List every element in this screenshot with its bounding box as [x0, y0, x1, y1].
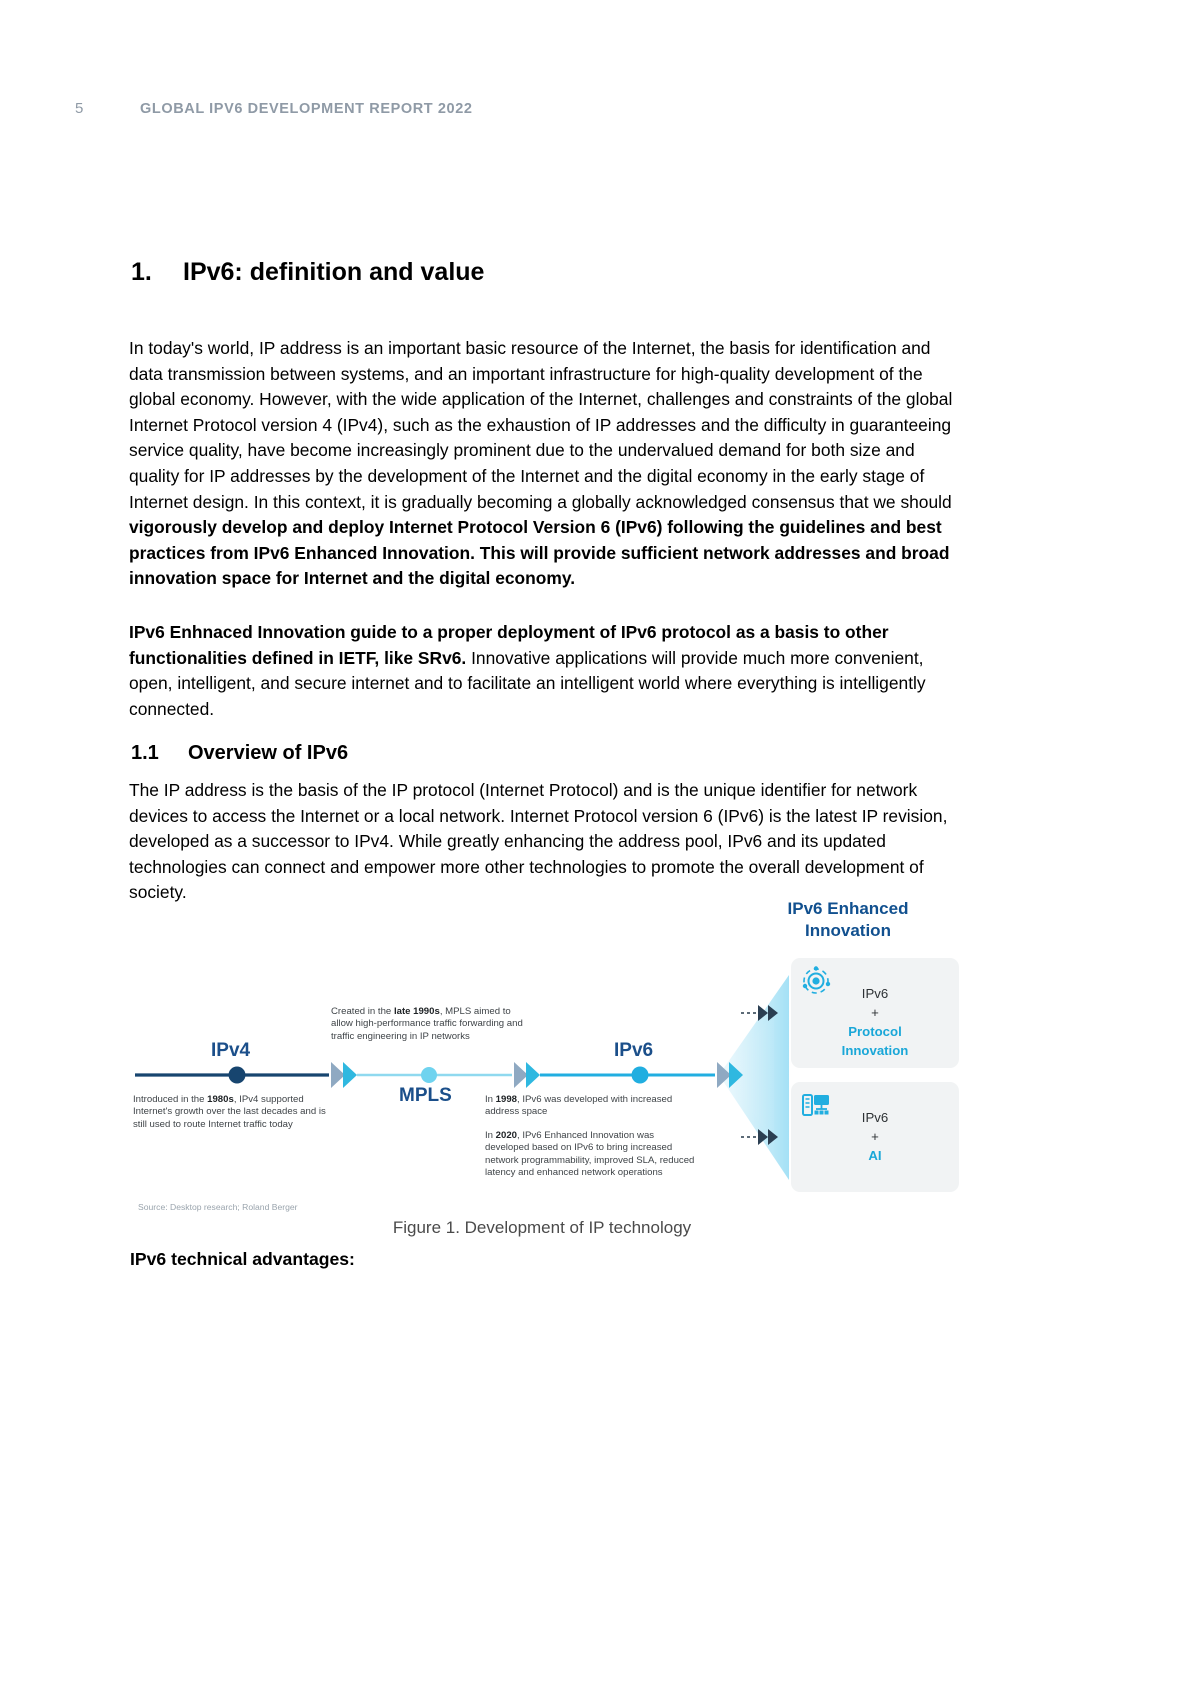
card-plus-sign: +	[871, 1005, 879, 1020]
note-bold: 1980s	[207, 1094, 234, 1105]
subsection-number: 1.1	[131, 742, 159, 764]
section-heading-1	[131, 258, 484, 287]
page-number: 5	[75, 100, 84, 117]
subsection-title: Overview of IPv6	[188, 742, 349, 764]
card-accent-line-2: Innovation	[841, 1043, 909, 1058]
note-post: , IPv4 supported Internet's growth over the last decades and is still used to route Internet traffic today	[133, 1094, 326, 1130]
paragraph-text	[129, 336, 955, 592]
para2-bold: IPv6 Enhnaced Innovation guide to a proper deployment of IPv6 protocol as a basis to other functionalities defined in IETF, like SRv6.	[129, 622, 889, 668]
timeline-node-ipv6	[632, 1067, 649, 1084]
figure-ip-technology-timeline	[129, 890, 969, 1220]
card-base-label: IPv6	[861, 986, 889, 1001]
paragraph-intro	[129, 336, 955, 592]
para1-normal: In today's world, IP address is an important basic resource of the Internet, the basis for identification and data transmission between systems, and an important infrastructure for high-quality development of the global economy. However, with the wide application of the Internet, challenges and constraints of the global Internet Protocol version 4 (IPv4), such as the exhaustion of IP addresses and the difficulty in guaranteeing service quality, have become increasingly prominent due to the undervalued demand for both size and quality for IP addresses by the development of the Internet and the digital economy in the early stage of Internet design. In this context, it is gradually becoming a globally acknowledged consensus that we should	[129, 338, 953, 512]
timeline-label-ipv4: IPv4	[211, 1040, 251, 1061]
section-title: IPv6: definition and value	[183, 258, 485, 286]
note-mpls	[331, 1006, 527, 1043]
note-ipv6	[485, 1094, 700, 1119]
paragraph-overview	[129, 778, 955, 906]
section-heading-1-1	[131, 742, 348, 765]
chevron-arrow-2	[514, 1062, 540, 1088]
para2-normal: Innovative applications will provide much more convenient, open, intelligent, and secure internet and to facilitate an intelligent world where everything is intelligently connected.	[129, 647, 926, 719]
running-header	[75, 100, 473, 117]
section-number: 1.	[131, 258, 152, 286]
note-bold: 1998	[495, 1094, 518, 1105]
note-post: , IPv6 was developed with increased address space	[485, 1094, 673, 1118]
card-accent-line-1: Protocol	[848, 1024, 902, 1039]
advantages-heading: IPv6 technical advantages:	[130, 1249, 355, 1269]
timeline-label-mpls: MPLS	[399, 1085, 452, 1106]
note-post: , IPv6 Enhanced Innovation was developed based on IPv6 to bring increased network programmability, improved SLA, reduced latency and enhanced network operations	[485, 1130, 695, 1179]
enhanced-card-text	[791, 984, 959, 1060]
note-enhanced-innovation	[485, 1130, 700, 1180]
note-pre: Introduced in the	[133, 1094, 208, 1105]
report-title: GLOBAL IPV6 DEVELOPMENT REPORT 2022	[140, 101, 473, 117]
ei-title-line-2: Innovation	[805, 921, 891, 940]
timeline-label-ipv6: IPv6	[614, 1040, 654, 1061]
note-pre: Created in the	[331, 1006, 394, 1017]
paragraph-text: The IP address is the basis of the IP protocol (Internet Protocol) and is the unique identifier for network devices to access the Internet or a local network. Internet Protocol version 6 (IPv6) is the latest IP revision, developed as a successor to IPv4. While greatly enhancing the address pool, IPv6 and its updated technologies can connect and empower more other technologies to promote the overall development of society.	[129, 780, 948, 903]
note-pre: In	[485, 1094, 496, 1105]
timeline-node-ipv4	[229, 1067, 246, 1084]
paragraph-enhanced-innovation	[129, 620, 955, 722]
note-post: , MPLS aimed to allow high-performance traffic forwarding and traffic engineering in IP networks	[331, 1006, 523, 1042]
note-ipv4	[133, 1094, 333, 1131]
note-bold: 2020	[495, 1130, 518, 1141]
enhanced-card-ai	[791, 1082, 959, 1192]
timeline-node-mpls	[421, 1067, 437, 1083]
card-accent-line-1: AI	[868, 1148, 882, 1163]
enhanced-card-protocol-innovation	[791, 958, 959, 1068]
figure-caption: Figure 1. Development of IP technology	[392, 1218, 692, 1237]
card-plus-sign: +	[871, 1129, 879, 1144]
ei-title-line-1: IPv6 Enhanced	[787, 899, 909, 918]
figure-source: Source: Desktop research; Roland Berger	[138, 1202, 298, 1212]
enhanced-card-text	[791, 1108, 959, 1165]
note-bold: late 1990s	[393, 1006, 440, 1017]
paragraph-text	[129, 620, 955, 722]
chevron-arrow-1	[331, 1062, 357, 1088]
note-pre: In	[485, 1130, 496, 1141]
card-base-label: IPv6	[861, 1110, 889, 1125]
enhanced-innovation-title	[733, 898, 963, 942]
para1-bold: vigorously develop and deploy Internet Protocol Version 6 (IPv6) following the guidelines and best practices from IPv6 Enhanced Innovation. This will provide sufficient network addresses and broad innovation space for Internet and the digital economy.	[129, 517, 950, 589]
